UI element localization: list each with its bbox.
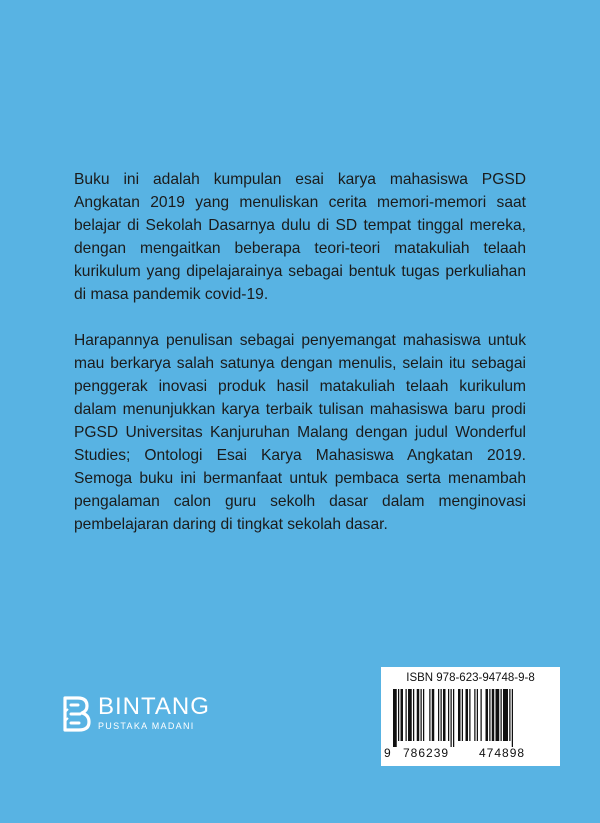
barcode-bar: [486, 689, 489, 741]
barcode-bar: [448, 689, 449, 741]
barcode-digits-left: 786239: [403, 746, 450, 760]
barcode-bar: [501, 689, 502, 741]
publisher-logo: [63, 695, 210, 732]
barcode-bar: [469, 689, 470, 741]
barcode-bar: [489, 689, 490, 741]
barcode-bar: [393, 689, 397, 747]
bintang-logo-icon: [63, 696, 91, 732]
barcode-bar: [401, 689, 404, 741]
barcode-bar: [441, 689, 442, 741]
barcode-digits-right: 474898: [479, 746, 526, 760]
barcode-bar: [512, 689, 513, 747]
barcode-bar: [477, 689, 478, 741]
barcode-bar: [458, 689, 461, 741]
barcode: [387, 689, 554, 747]
barcode-bar: [496, 689, 500, 741]
barcode-bar: [398, 689, 399, 741]
barcode-bar: [451, 689, 452, 747]
barcode-bar: [432, 689, 435, 741]
barcode-bar: [509, 689, 510, 741]
barcode-bar: [417, 689, 420, 741]
barcode-bar: [443, 689, 446, 741]
isbn-label: ISBN 978-623-94748-9-8: [406, 672, 535, 684]
barcode-bar: [429, 689, 430, 741]
publisher-name: BINTANG: [98, 693, 210, 720]
barcode-bar: [421, 689, 422, 741]
blurb-paragraph-2: Harapannya penulisan sebagai penyemangat mahasiswa untuk mau berkarya salah satunya dengan menulis, selain itu sebagai penggerak inovasi produk hasil matakuliah telaah kurikulum dalam menunjukkan karya terbaik tulisan mahasiswa baru prodi PGSD Universitas Kanjuruhan Malang dengan judul Wonderful Studies; Ontologi Esai Karya Mahasiswa Angkatan 2019. Semoga buku ini bermanfaat untuk pembaca serta menambah pengalaman calon guru sekolh dasar dalam menginovasi pembelajaran daring di tingkat sekolah dasar.: [74, 332, 526, 533]
barcode-bar: [423, 689, 424, 741]
barcode-bar: [492, 689, 495, 741]
barcode-bar: [413, 689, 414, 741]
barcode-bar: [453, 689, 454, 747]
barcode-bar: [438, 689, 439, 741]
isbn-barcode-box: [381, 667, 560, 766]
barcode-bar: [503, 689, 508, 741]
barcode-digit-first: 9: [384, 746, 391, 760]
barcode-bar: [408, 689, 412, 741]
blurb-text: [74, 168, 526, 559]
barcode-bar: [462, 689, 463, 741]
barcode-bar: [466, 689, 469, 741]
barcode-digits: [381, 746, 560, 762]
barcode-bar: [406, 689, 407, 741]
publisher-subtitle: PUSTAKA MADANI: [98, 721, 195, 731]
blurb-paragraph-1: Buku ini adalah kumpulan esai karya mahasiswa PGSD Angkatan 2019 yang menuliskan cerita memori-memori saat belajar di Sekolah Dasarnya dulu di SD tempat tinggal mereka, dengan mengaitkan beberapa teori-teori matakuliah telaah kurikulum yang dipelajarainya sebagai bentuk tugas perkuliahan di masa pandemik covid-19.: [74, 171, 526, 303]
barcode-bar: [474, 689, 475, 741]
barcode-bar: [481, 689, 482, 741]
